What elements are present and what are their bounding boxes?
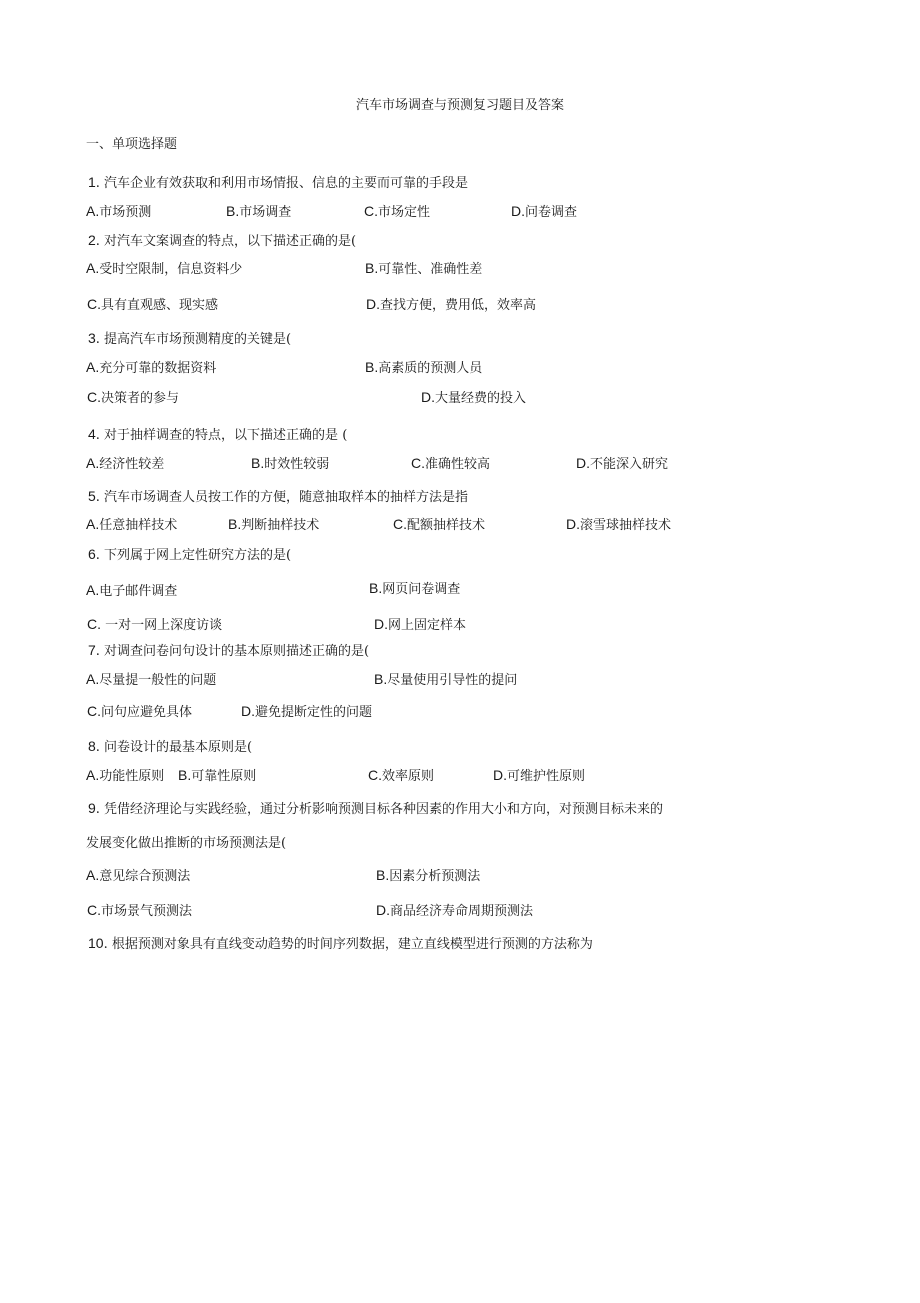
question-stem: . 下列属于网上定性研究方法的是( — [95, 548, 292, 563]
option-1c — [364, 203, 430, 221]
option-8a — [86, 767, 164, 785]
option-letter: B. — [376, 867, 390, 883]
option-letter: C. — [393, 516, 407, 532]
option-letter: C. — [87, 703, 101, 719]
option-text: 网页问卷调查 — [382, 582, 461, 597]
option-text: 市场调查 — [239, 205, 292, 220]
question-stem: . 汽车企业有效获取和利用市场情报、信息的主要而可靠的手段是 — [95, 176, 469, 191]
question-5 — [88, 488, 468, 506]
option-2b — [365, 260, 482, 278]
option-letter: C. — [87, 616, 101, 632]
question-number: 10 — [88, 935, 104, 951]
option-text: 大量经费的投入 — [435, 391, 527, 406]
option-text: 经济性较差 — [99, 457, 165, 472]
option-6c — [87, 616, 222, 634]
option-text: 具有直观感、现实感 — [101, 298, 219, 313]
option-letter: C. — [368, 767, 382, 783]
option-text: 受时空限制，信息资料少 — [99, 262, 243, 277]
question-stem: . 对于抽样调查的特点，以下描述正确的是 ( — [95, 428, 348, 443]
section-heading: 一、单项选择题 — [86, 137, 178, 152]
option-letter: C. — [364, 203, 378, 219]
question-number: 2 — [88, 232, 96, 248]
option-text: 配额抽样技术 — [407, 518, 486, 533]
option-1a — [86, 203, 151, 221]
option-text: 因素分析预测法 — [389, 869, 481, 884]
option-letter: B. — [228, 516, 242, 532]
question-4 — [88, 426, 347, 444]
question-8 — [88, 738, 252, 756]
option-4c — [411, 455, 490, 473]
option-letter: A. — [86, 359, 100, 375]
option-7b — [374, 671, 517, 689]
option-text: 准确性较高 — [425, 457, 491, 472]
question-stem: . 汽车市场调查人员按工作的方便，随意抽取样本的抽样方法是指 — [95, 490, 469, 505]
option-letter: D. — [376, 902, 390, 918]
question-number: 7 — [88, 642, 96, 658]
option-9c — [87, 902, 192, 920]
option-letter: A. — [86, 671, 100, 687]
question-10 — [88, 935, 593, 953]
question-stem: . 对调查问卷问句设计的基本原则描述正确的是( — [95, 644, 370, 659]
question-2 — [88, 232, 356, 250]
question-9 — [88, 800, 663, 818]
option-text: 网上固定样本 — [388, 618, 467, 633]
option-text: 可维护性原则 — [507, 769, 586, 784]
option-text: 尽量使用引导性的提问 — [387, 673, 518, 688]
question-6 — [88, 546, 291, 564]
option-8c — [368, 767, 434, 785]
option-letter: C. — [87, 296, 101, 312]
question-number: 3 — [88, 330, 96, 346]
option-5a — [86, 516, 177, 534]
question-number: 9 — [88, 800, 96, 816]
option-letter: A. — [86, 455, 100, 471]
option-9d — [376, 902, 533, 920]
option-text: 意见综合预测法 — [99, 869, 191, 884]
option-letter: D. — [241, 703, 255, 719]
option-1d — [511, 203, 577, 221]
question-stem: . 问卷设计的最基本原则是( — [95, 740, 253, 755]
option-5c — [393, 516, 485, 534]
option-text: 尽量提一般性的问题 — [99, 673, 217, 688]
option-letter: B. — [369, 580, 383, 596]
option-text: 可靠性、准确性差 — [378, 262, 483, 277]
question-number: 1 — [88, 174, 96, 190]
option-7d — [241, 703, 372, 721]
option-text: 市场预测 — [99, 205, 152, 220]
option-text: 可靠性原则 — [191, 769, 257, 784]
question-stem: . 凭借经济理论与实践经验，通过分析影响预测目标各种因素的作用大小和方向，对预测目标未来的 — [95, 802, 664, 817]
option-letter: D. — [493, 767, 507, 783]
option-4a — [86, 455, 164, 473]
option-letter: C. — [87, 389, 101, 405]
option-letter: A. — [86, 203, 100, 219]
option-text: 问卷调查 — [525, 205, 578, 220]
option-letter: D. — [366, 296, 380, 312]
option-text: 不能深入研究 — [590, 457, 669, 472]
option-2c — [87, 296, 218, 314]
option-6d — [374, 616, 466, 634]
option-text: 市场景气预测法 — [101, 904, 193, 919]
question-3 — [88, 330, 291, 348]
option-letter: B. — [365, 260, 379, 276]
option-1b — [226, 203, 291, 221]
option-text: 充分可靠的数据资料 — [99, 361, 217, 376]
option-letter: B. — [178, 767, 192, 783]
question-stem: . 提高汽车市场预测精度的关键是( — [95, 332, 292, 347]
option-7c — [87, 703, 192, 721]
question-9-continuation: 发展变化做出推断的市场预测法是( — [86, 836, 287, 851]
question-number: 8 — [88, 738, 96, 754]
option-text: 市场定性 — [378, 205, 431, 220]
option-3a — [86, 359, 216, 377]
option-8b — [178, 767, 256, 785]
option-letter: A. — [86, 867, 100, 883]
option-letter: D. — [511, 203, 525, 219]
option-text: 问句应避免具体 — [101, 705, 193, 720]
option-6a — [86, 582, 177, 600]
option-text: 任意抽样技术 — [99, 518, 178, 533]
option-text: 时效性较弱 — [264, 457, 330, 472]
option-text: 查找方便，费用低，效率高 — [380, 298, 537, 313]
option-letter: D. — [566, 516, 580, 532]
option-9a — [86, 867, 190, 885]
option-letter: A. — [86, 516, 100, 532]
option-3c — [87, 389, 179, 407]
option-9b — [376, 867, 480, 885]
option-8d — [493, 767, 585, 785]
question-7 — [88, 642, 369, 660]
question-stem: . 根据预测对象具有直线变动趋势的时间序列数据，建立直线模型进行预测的方法称为 — [103, 937, 593, 952]
option-7a — [86, 671, 216, 689]
option-letter: B. — [374, 671, 388, 687]
document-title: 汽车市场调查与预测复习题目及答案 — [355, 98, 564, 113]
option-letter: D. — [576, 455, 590, 471]
option-letter: B. — [365, 359, 379, 375]
question-number: 5 — [88, 488, 96, 504]
option-letter: A. — [86, 582, 100, 598]
option-5b — [228, 516, 319, 534]
option-text: 决策者的参与 — [101, 391, 180, 406]
option-text: 滚雪球抽样技术 — [580, 518, 672, 533]
option-letter: C. — [411, 455, 425, 471]
option-2a — [86, 260, 242, 278]
option-letter: B. — [226, 203, 240, 219]
option-3b — [365, 359, 482, 377]
option-4d — [576, 455, 668, 473]
option-2d — [366, 296, 536, 314]
option-text: 电子邮件调查 — [99, 584, 178, 599]
question-1 — [88, 174, 468, 192]
option-letter: A. — [86, 767, 100, 783]
option-letter: D. — [374, 616, 388, 632]
option-letter: C. — [87, 902, 101, 918]
question-stem: . 对汽车文案调查的特点，以下描述正确的是( — [95, 234, 357, 249]
option-3d — [421, 389, 526, 407]
option-text: 效率原则 — [382, 769, 435, 784]
option-letter: B. — [251, 455, 265, 471]
option-letter: D. — [421, 389, 435, 405]
option-6b — [369, 580, 460, 598]
option-text: 商品经济寿命周期预测法 — [390, 904, 534, 919]
option-text: 高素质的预测人员 — [378, 361, 483, 376]
question-number: 4 — [88, 426, 96, 442]
option-5d — [566, 516, 671, 534]
option-text: 功能性原则 — [99, 769, 165, 784]
option-text: 避免提断定性的问题 — [255, 705, 373, 720]
question-number: 6 — [88, 546, 96, 562]
option-letter: A. — [86, 260, 100, 276]
option-text: 一对一网上深度访谈 — [101, 618, 223, 633]
option-text: 判断抽样技术 — [241, 518, 320, 533]
option-4b — [251, 455, 329, 473]
